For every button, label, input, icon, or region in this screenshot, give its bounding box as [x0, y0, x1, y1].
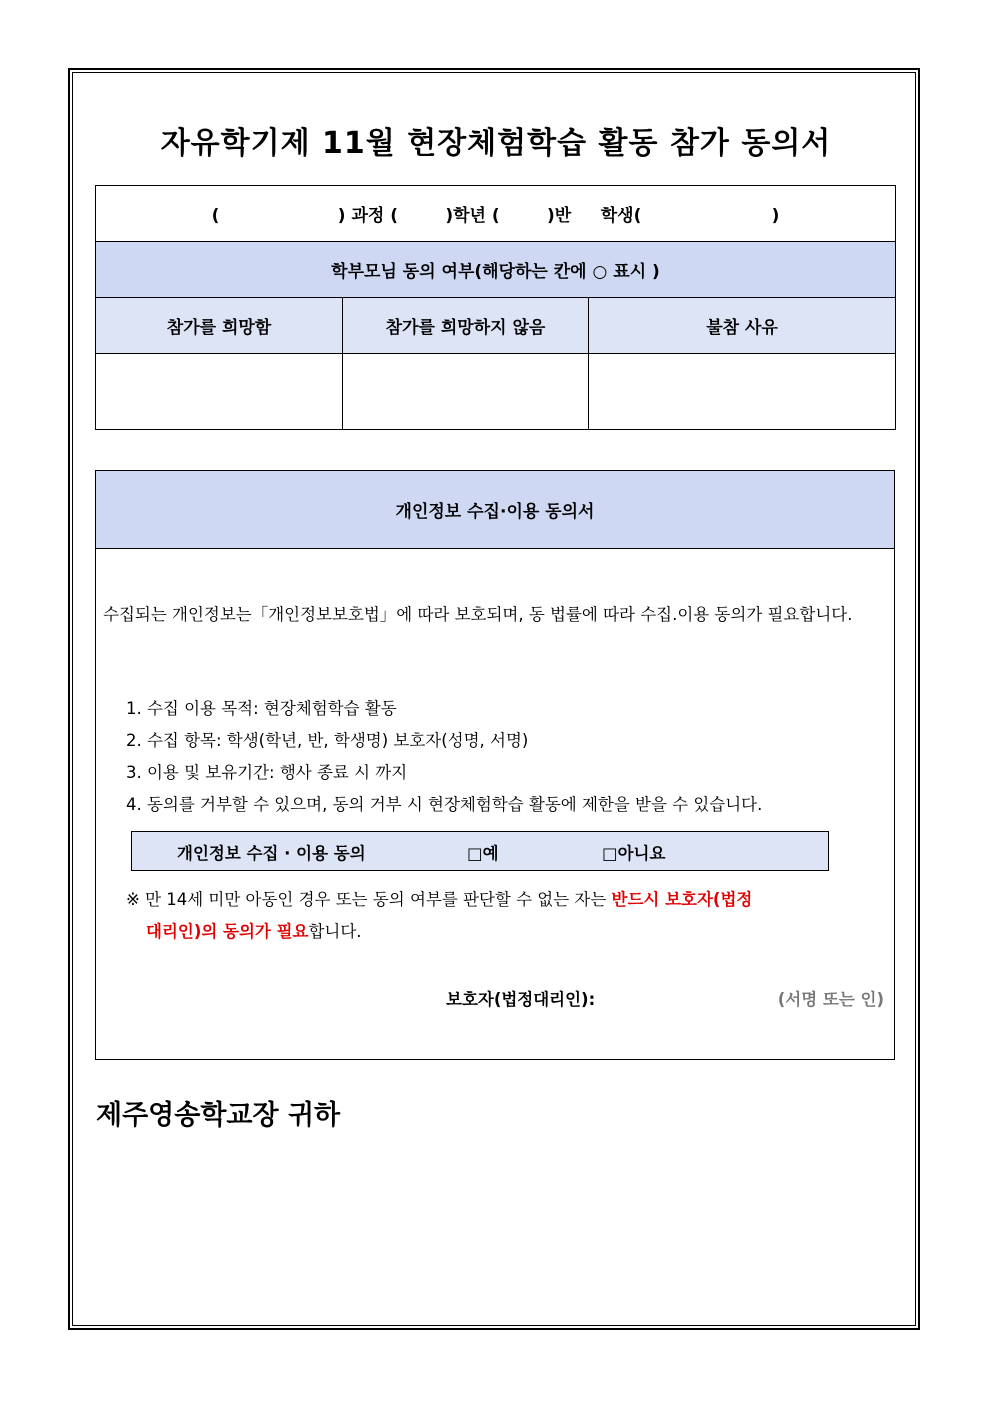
- privacy-consent-label: 개인정보 수집 · 이용 동의: [177, 844, 366, 863]
- privacy-item: 4. 동의를 거부할 수 있으며, 동의 거부 시 현장체험학습 활동에 제한을 받을 수 있습니다.: [126, 795, 763, 814]
- privacy-consent-section: [95, 470, 895, 1060]
- privacy-intro: 수집되는 개인정보는「개인정보보호법」에 따라 보호되며, 동 법률에 따라 수집.이용 동의가 필요합니다.: [103, 605, 853, 624]
- signature-hint[interactable]: (서명 또는 인): [777, 990, 884, 1009]
- privacy-items: [126, 693, 762, 821]
- column-header-attend: 참가를 희망함: [96, 298, 343, 354]
- participation-table: [95, 185, 896, 430]
- guardian-signature-label: 보호자(법정대리인):: [446, 990, 596, 1009]
- parent-consent-header: 학부모님 동의 여부(해당하는 칸에 ○ 표시 ): [96, 242, 896, 298]
- absence-reason-cell[interactable]: [589, 354, 896, 430]
- attend-mark-cell[interactable]: [96, 354, 343, 430]
- privacy-item: 3. 이용 및 보유기간: 행사 종료 시 까지: [126, 763, 408, 782]
- document-title: 자유학기제 11월 현장체험학습 활동 참가 동의서: [160, 126, 832, 161]
- not-attend-mark-cell[interactable]: [343, 354, 589, 430]
- addressee: 제주영송학교장 귀하: [96, 1100, 341, 1131]
- privacy-item: 1. 수집 이용 목적: 현장체험학습 활동: [126, 699, 397, 718]
- privacy-consent-choice: [131, 831, 829, 871]
- student-info-line[interactable]: ( ) 과정 ( )학년 ( )반 학생( ): [96, 186, 896, 242]
- privacy-heading: 개인정보 수집·이용 동의서: [96, 471, 894, 549]
- consent-no-checkbox[interactable]: □아니요: [602, 844, 666, 863]
- minor-consent-note: ※ 만 14세 미만 아동인 경우 또는 동의 여부를 판단할 수 없는 자는 반드시 보호자(법정 대리인)의 동의가 필요합니다.: [126, 890, 753, 941]
- privacy-item: 2. 수집 항목: 학생(학년, 반, 학생명) 보호자(성명, 서명): [126, 731, 529, 750]
- column-header-not-attend: 참가를 희망하지 않음: [343, 298, 589, 354]
- column-header-absence-reason: 불참 사유: [589, 298, 896, 354]
- consent-yes-checkbox[interactable]: □예: [467, 844, 499, 863]
